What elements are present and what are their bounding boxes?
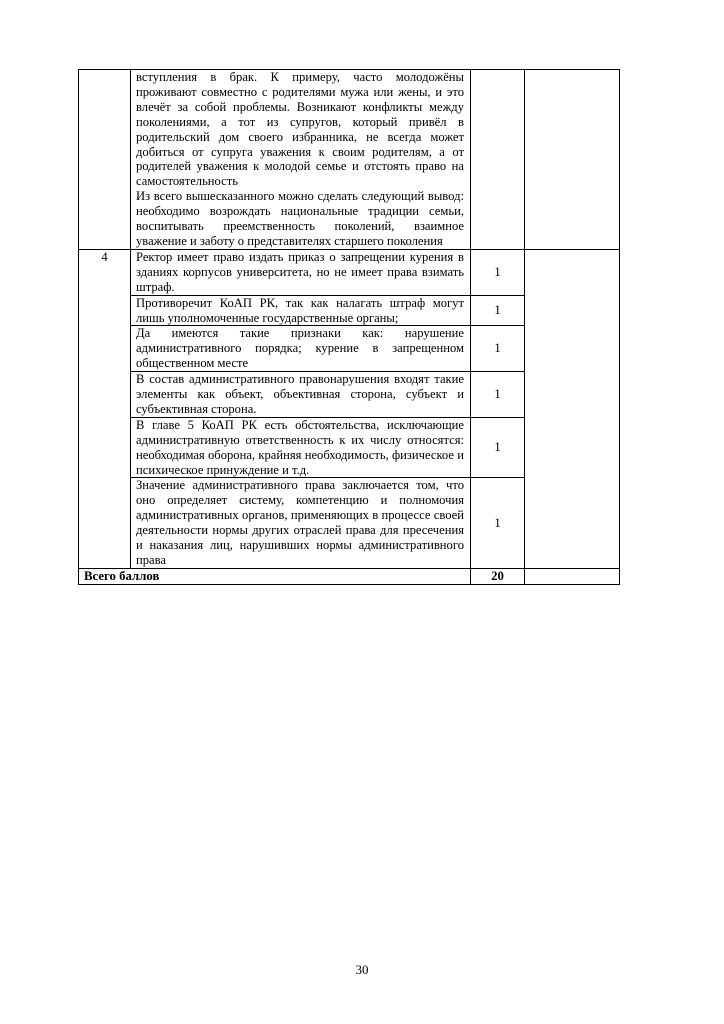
answer-text-cell xyxy=(131,372,471,418)
answer-paragraph: Противоречит КоАП РК, так как налагать штраф могут лишь уполномоченные государственные органы; xyxy=(136,295,464,325)
points-cell: 1 xyxy=(471,372,525,418)
question-number-cell: 4 xyxy=(79,249,131,568)
table-row-continuation xyxy=(79,70,620,250)
answer-paragraph: вступления в брак. К примеру, часто молодожёны проживают совместно с родителями мужа или жены, и это влечёт за собой проблемы. Возникают конфликты между поколениями, а тот из супругов, который привёл в родительский дом своего избранника, не всегда может добиться от супруга уважения к своим родителям, а от родителей уважения к молодой семье и отстоять право на самостоятельность xyxy=(136,70,464,189)
table-row xyxy=(79,249,620,295)
points-cell: 1 xyxy=(471,326,525,372)
answer-paragraph: В главе 5 КоАП РК есть обстоятельства, исключающие административную ответственность к их числу относятся: необходимая оборона, крайняя необходимость, физическое и психическое принуждение и т.д. xyxy=(136,417,464,477)
answer-text-cell xyxy=(131,326,471,372)
total-extra-cell xyxy=(525,568,620,584)
question-number-cell xyxy=(79,70,131,250)
total-label: Всего баллов xyxy=(79,568,471,584)
points-cell: 1 xyxy=(471,417,525,478)
answer-text-cell xyxy=(131,295,471,326)
points-cell: 1 xyxy=(471,478,525,568)
total-row xyxy=(79,568,620,584)
extra-cell xyxy=(525,249,620,568)
page-number: 30 xyxy=(355,962,369,977)
answer-paragraph: Да имеются такие признаки как: нарушение административного порядка; курение в запрещенном общественном месте xyxy=(136,326,464,371)
total-points: 20 xyxy=(471,568,525,584)
answer-text-cell xyxy=(131,478,471,568)
answer-text-cell xyxy=(131,249,471,295)
answer-paragraph: Из всего вышесказанного можно сделать следующий вывод: необходимо возрождать национальные традиции семьи, воспитывать преемственность поколений, взаимное уважение и заботу о представителях старшего поколения xyxy=(136,189,464,248)
scoring-table xyxy=(78,69,620,585)
answer-paragraph: В состав административного правонарушения входят такие элементы как объект, объективная сторона, субъект и субъективная сторона. xyxy=(136,372,464,416)
points-cell xyxy=(471,70,525,250)
answer-text-cell xyxy=(131,417,471,478)
answer-paragraph: Значение административного права заключается том, что оно определяет систему, компетенцию и полномочия административных органов, применяющих в процессе своей деятельности нормы других отраслей права для пресечения и наказания лиц, нарушивших нормы административного права xyxy=(136,478,464,567)
answer-paragraph: Ректор имеет право издать приказ о запрещении курения в зданиях корпусов университета, но не имеет права взимать штраф. xyxy=(136,249,464,294)
extra-cell xyxy=(525,70,620,250)
points-cell: 1 xyxy=(471,249,525,295)
answer-text-cell xyxy=(131,70,471,250)
points-cell: 1 xyxy=(471,295,525,326)
